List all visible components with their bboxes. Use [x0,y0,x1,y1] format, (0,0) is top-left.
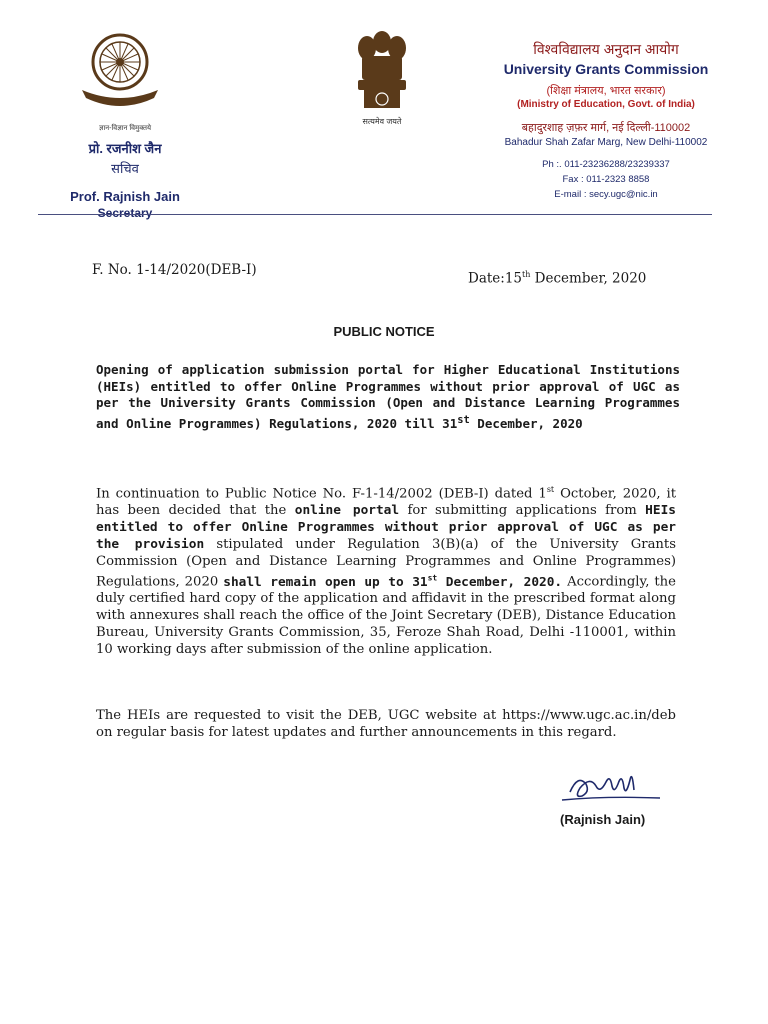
ministry: (Ministry of Education, Govt. of India) [517,99,695,110]
state-emblem [350,26,414,116]
ugc-logo [74,28,166,120]
signatory-name: (Rajnish Jain) [560,812,646,827]
notice-subject: Opening of application submission portal for Higher Educational Institutions (HEIs) entitled to offer Online Programmes without prior approval of UGC as per the University Grants Commission (Open and Distance Learning Programmes and Online Programmes) Regulations, 2020 till 31st December, 2020 [96,362,680,431]
emblem-motto: सत्यमेव जयते [362,117,402,126]
phone: Ph :. 011-23236288/23239337 [542,159,670,170]
address-hindi: बहादुरशाह ज़फ़र मार्ग, नई दिल्ली-110002 [521,122,691,134]
organization-block [490,40,722,201]
date: Date:15th December, 2020 [468,270,647,287]
signature [556,762,666,810]
secretary-name-hindi: प्रो. रजनीश जैन [88,141,162,156]
email: E-mail : secy.ugc@nic.in [554,189,658,200]
notice-title: PUBLIC NOTICE [333,324,435,339]
secretary-designation-hindi: सचिव [111,161,139,176]
address: Bahadur Shah Zafar Marg, New Delhi-110002 [504,137,708,148]
header-divider [38,214,712,215]
body-paragraph-1: In continuation to Public Notice No. F-1-14/2002 (DEB-I) dated 1st October, 2020, it has been decided that the online portal for submitting applications from HEIs entitled to offer Online Programmes without prior approval of UGC as per the provision stipulated under Regulation 3(B)(a) of the University Grants Commission (Open and Distance Learning Programmes and Online Programmes) Regulations, 2020 shall remain open up to 31st December, 2020. Accordingly, the duly certified hard copy of the application and affidavit in the prescribed format along with annexures shall reach the office of the Joint Secretary (DEB), Distance Education Bureau, University Grants Commission, 35, Feroze Shah Road, Delhi -110001, within 10 working days after submission of the online application. [96,485,676,657]
secretary-designation: Secretary [97,206,153,220]
ministry-hindi: (शिक्षा मंत्रालय, भारत सरकार) [546,85,666,97]
left-motto: ज्ञान-विज्ञान विमुक्तये [98,125,152,132]
file-number: F. No. 1-14/2020(DEB-I) [92,262,257,278]
fax: Fax : 011-2323 8858 [562,174,650,185]
secretary-block [40,124,210,220]
org-name: University Grants Commission [503,61,709,77]
body-paragraph-2: The HEIs are requested to visit the DEB, UGC website at https://www.ugc.ac.in/deb on regular basis for latest updates and further announcements in this regard. [96,708,676,740]
org-name-hindi: विश्वविद्यालय अनुदान आयोग [533,41,679,57]
secretary-name: Prof. Rajnish Jain [70,189,180,204]
